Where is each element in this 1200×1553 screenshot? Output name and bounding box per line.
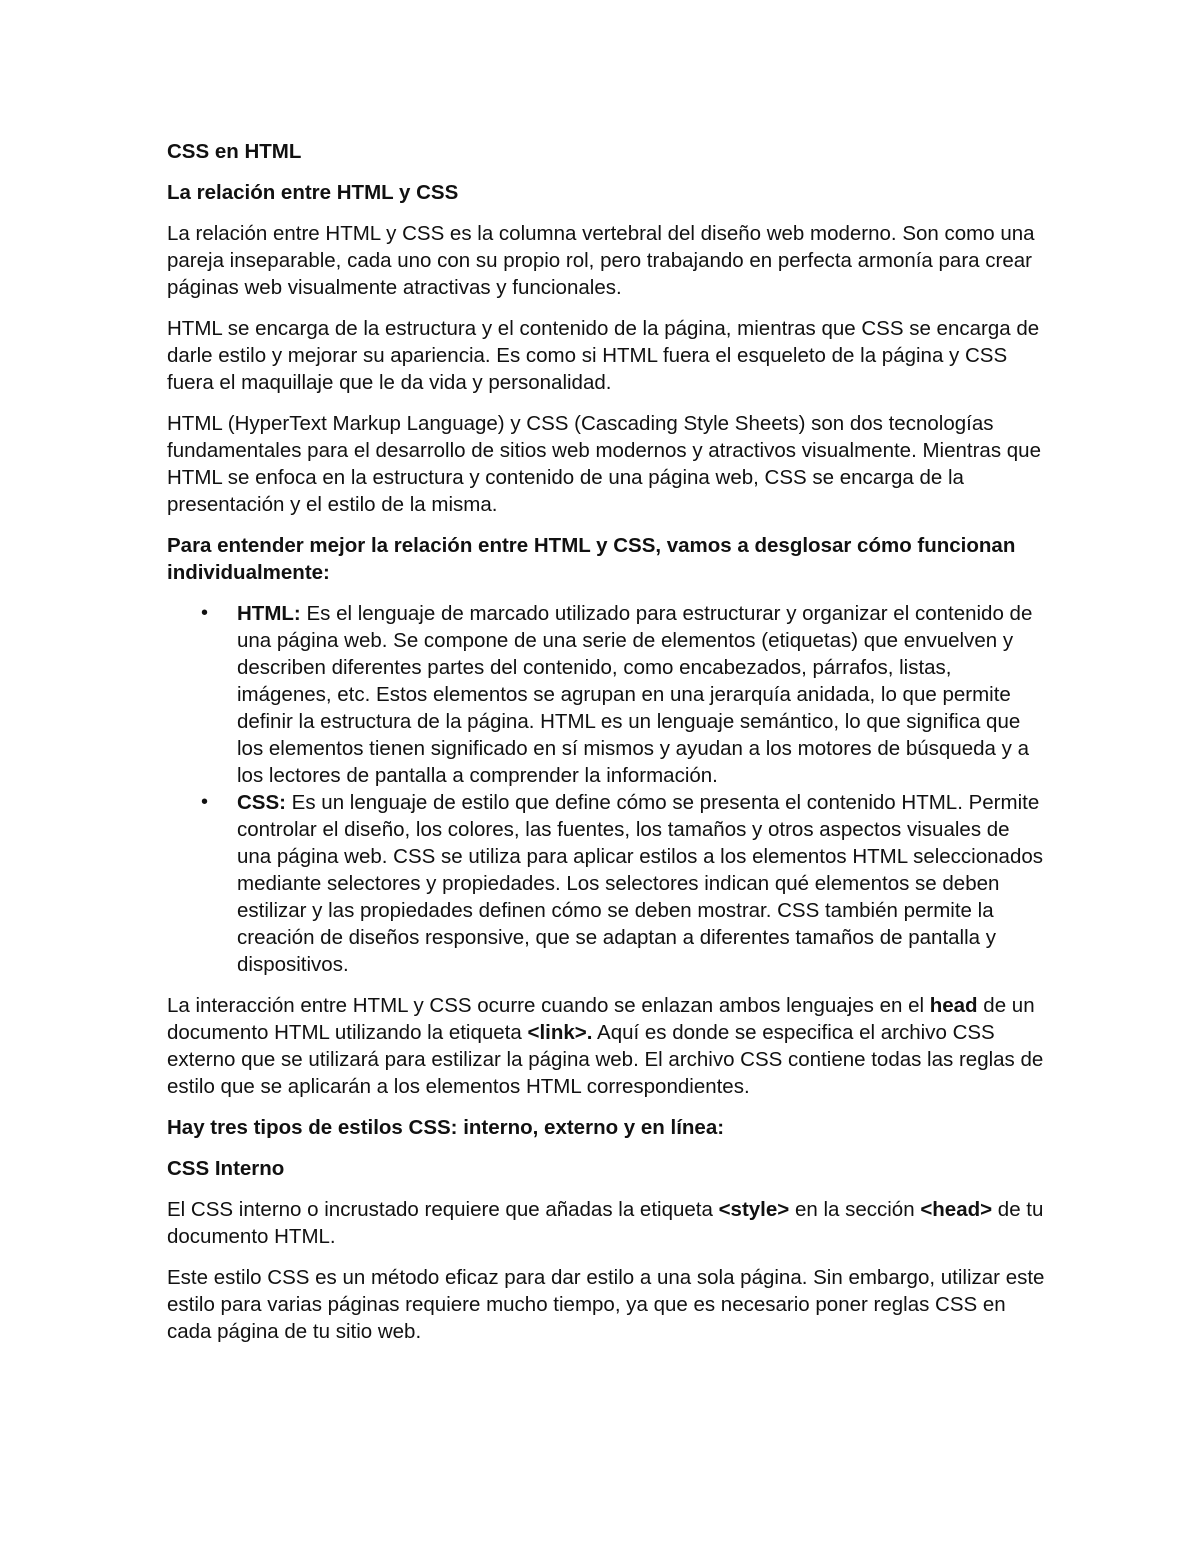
paragraph-interaction bbox=[167, 992, 1047, 1100]
list-item-css bbox=[167, 789, 1047, 978]
bullet-icon: • bbox=[201, 602, 209, 624]
text-run: de tu documento HTML. bbox=[167, 1198, 1044, 1248]
bullet-icon: • bbox=[201, 791, 209, 813]
text-run: en la sección bbox=[789, 1198, 921, 1221]
text-run: de un documento HTML utilizando la etiqueta bbox=[167, 994, 1035, 1044]
bold-term-head: head bbox=[929, 994, 978, 1017]
internal-css-heading: CSS Interno bbox=[167, 1157, 285, 1180]
list-item-term: HTML: bbox=[237, 602, 301, 625]
bold-term-link: <link>. bbox=[527, 1021, 593, 1044]
text-run: Aquí es donde se especifica el archivo CSS externo que se utilizará para estilizar la página web. El archivo CSS contiene todas las reglas de estilo que se aplicarán a los elementos HTML correspondientes. bbox=[167, 1021, 1044, 1098]
paragraph-intro: La relación entre HTML y CSS es la columna vertebral del diseño web moderno. Son como una pareja inseparable, cada uno con su propio rol, pero trabajando en perfecta armonía para crear páginas web visualmente atractivas y funcionales. bbox=[167, 222, 1035, 299]
text-run: La interacción entre HTML y CSS ocurre cuando se enlazan ambos lenguajes en el bbox=[167, 994, 930, 1017]
paragraph-definitions: HTML (HyperText Markup Language) y CSS (Cascading Style Sheets) son dos tecnologías fundamentales para el desarrollo de sitios web modernos y atractivos visualmente. Mientras que HTML se enfoca en la estructura y contenido de una página web, CSS se encarga de la presentación y el estilo de la misma. bbox=[167, 412, 1041, 516]
list-item-text: Es un lenguaje de estilo que define cómo se presenta el contenido HTML. Permite controlar el diseño, los colores, las fuentes, los tamaños y otros aspectos visuales de una página web. CSS se utiliza para aplicar estilos a los elementos HTML seleccionados mediante selectores y propiedades. Los selectores indican qué elementos se deben estilizar y las propiedades definen cómo se deben mostrar. CSS también permite la creación de diseños responsive, que se adaptan a diferentes tamaños de pantalla y dispositivos. bbox=[237, 791, 1043, 976]
list-item-text: Es el lenguaje de marcado utilizado para estructurar y organizar el contenido de una página web. Se compone de una serie de elementos (etiquetas) que envuelven y describen diferentes partes del contenido, como encabezados, párrafos, listas, imágenes, etc. Estos elementos se agrupan en una jerarquía anidada, lo que permite definir la estructura de la página. HTML es un lenguaje semántico, lo que significa que los elementos tienen significado en sí mismos y ayudan a los motores de búsqueda y a los lectores de pantalla a comprender la información. bbox=[237, 602, 1033, 787]
text-run: El CSS interno o incrustado requiere que añadas la etiqueta bbox=[167, 1198, 719, 1221]
bullet-list bbox=[167, 600, 1047, 978]
document-page bbox=[167, 138, 1047, 1359]
types-heading: Hay tres tipos de estilos CSS: interno, externo y en línea: bbox=[167, 1116, 725, 1139]
paragraph-roles: HTML se encarga de la estructura y el contenido de la página, mientras que CSS se encarga de darle estilo y mejorar su apariencia. Es como si HTML fuera el esqueleto de la página y CSS fuera el maquillaje que le da vida y personalidad. bbox=[167, 317, 1040, 394]
document-title: CSS en HTML bbox=[167, 140, 302, 163]
list-heading: Para entender mejor la relación entre HTML y CSS, vamos a desglosar cómo funcionan individualmente: bbox=[167, 534, 1016, 584]
bold-term-style: <style> bbox=[718, 1198, 790, 1221]
paragraph-internal-css-usage: Este estilo CSS es un método eficaz para dar estilo a una sola página. Sin embargo, utilizar este estilo para varias páginas requiere mucho tiempo, ya que es necesario poner reglas CSS en cada página de tu sitio web. bbox=[167, 1266, 1045, 1343]
paragraph-internal-css bbox=[167, 1196, 1047, 1250]
bold-term-head-tag: <head> bbox=[920, 1198, 993, 1221]
list-item-term: CSS: bbox=[237, 791, 286, 814]
list-item-html bbox=[167, 600, 1047, 789]
section-heading-relation: La relación entre HTML y CSS bbox=[167, 181, 459, 204]
